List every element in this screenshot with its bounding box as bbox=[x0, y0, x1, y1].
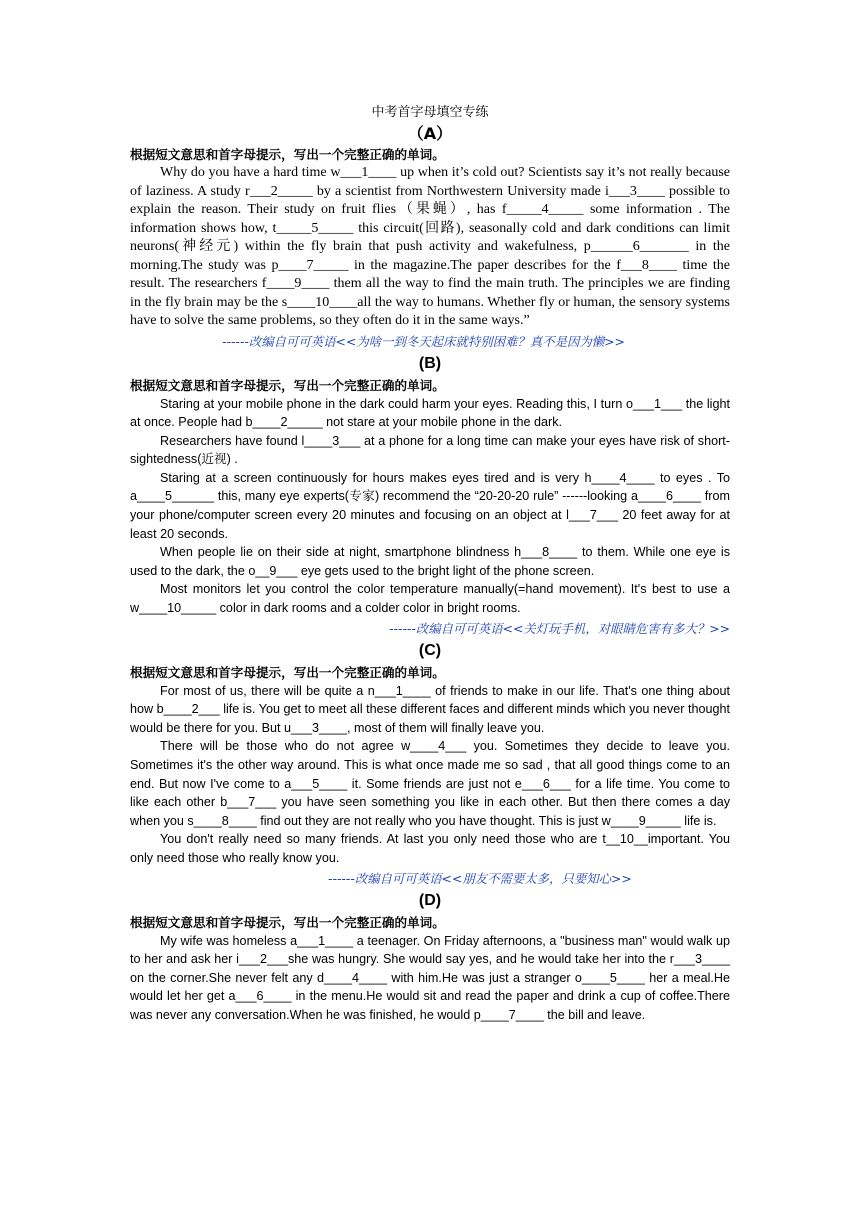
section-b-paragraph-3: Staring at a screen continuously for hours makes eyes tired and is very h____4____ to eyes . To a____5______ this, many eye experts(专家) recommend the “20-20-20 rule” ------looking a____6____ from your phone/computer screen every 20 minutes and focusing on an object at l___7___ 20 feet away for at least 20 seconds. bbox=[130, 470, 730, 541]
section-b-source: ------改编自可可英语<<关灯玩手机，对眼睛危害有多大？>> bbox=[389, 620, 730, 636]
section-d-instruction: 根据短文意思和首字母提示，写出一个完整正确的单词。 bbox=[130, 914, 445, 930]
document-page bbox=[130, 103, 730, 1025]
section-c-heading: (C) bbox=[418, 641, 442, 659]
section-d-paragraph-1: My wife was homeless a___1____ a teenager. On Friday afternoons, a "business man" would walk up to her and ask her i___2___she was hungry. She would say yes, and he would take her into the r___3____ on the corner.She never felt any d____4____ with him.He was just a stranger o____5____ her a meal.He would let her get a___6____ in the menu.He would sit and read the paper and drink a cup of coffee.There was never any conversation.When he was finished, he would p____7____ the bill and leave. bbox=[130, 933, 730, 1022]
section-b-paragraph-4: When people lie on their side at night, smartphone blindness h___8____ to them. While one eye is used to the dark, the o__9___ eye gets used to the bright light of the phone screen. bbox=[130, 545, 730, 578]
section-c-paragraph-3: You don't really need so many friends. At last you only need those who are t__10__important. You only need those who really know you. bbox=[130, 832, 730, 865]
section-a-heading: （A） bbox=[407, 124, 453, 143]
section-b-paragraph-2: Researchers have found l____3___ at a phone for a long time can make your eyes have risk of short-sightedness(近视) . bbox=[130, 433, 730, 467]
section-c-paragraph-1: For most of us, there will be quite a n___1____ of friends to make in our life. That's one thing about how b____2___ life is. You get to meet all these different faces and different minds which you never thought would be there for you. But u___3____, most of them will finally leave you. bbox=[130, 683, 730, 735]
section-d-heading: (D) bbox=[418, 891, 442, 909]
section-a-instruction: 根据短文意思和首字母提示，写出一个完整正确的单词。 bbox=[130, 147, 445, 162]
section-b-paragraph-5: Most monitors let you control the color temperature manually(=hand movement). It's best to use a w____10_____ color in dark rooms and a colder color in bright rooms. bbox=[130, 582, 730, 616]
page-title: 中考首字母填空专练 bbox=[371, 105, 489, 120]
section-c-paragraph-2: There will be those who do not agree w____4___ you. Sometimes they decide to leave you. Sometimes it's the other way around. This is what once made me so sad , that all good things come to an end. But now I've come to a___5____ it. Some friends are just not e___6___ for a life time. You come to like each other b___7___ you have seen something you like in each other. But then there comes a day when you s____8____ find out they are not really who you have thought. This is just w____9_____ life is. bbox=[130, 739, 730, 828]
section-b-paragraph-1: Staring at your mobile phone in the dark could harm your eyes. Reading this, I turn o___1___ the light at once. People had b____2_____ not stare at your mobile phone in the dark. bbox=[130, 396, 730, 430]
section-c-instruction: 根据短文意思和首字母提示，写出一个完整正确的单词。 bbox=[130, 664, 445, 680]
section-a-source: ------改编自可可英语<<为啥一到冬天起床就特别困难？真不是因为懒>> bbox=[222, 333, 625, 349]
section-b-instruction: 根据短文意思和首字母提示，写出一个完整正确的单词。 bbox=[130, 377, 445, 393]
section-a-paragraph: Why do you have a hard time w___1____ up when it’s cold out? Scientists say it’s not really because of laziness. A study r___2_____ by a scientist from Northwestern University made i___3____ possible to explain the reason. Their study on fruit flies（果蝇）, has f_____4_____ some information . The information shows how, t_____5_____ this circuit(回路), seasonally cold and dark conditions can limit neurons(神经元) within the fly brain that push activity and wakefulness, p______6_______ in the morning.The study was p____7_____ in the magazine.The paper describes for the f___8____ time the result. The researchers f____9____ them all the way to find the main truth. The principles we are finding in the fly brain may be the s____10____all the way to humans. Whether fly or human, the sensory systems have to solve the same problems, so they often do it in the same ways.” bbox=[130, 165, 730, 328]
section-c-source: ------改编自可可英语<<朋友不需要太多，只要知心>> bbox=[328, 870, 632, 886]
section-b-heading: (B) bbox=[418, 354, 442, 372]
